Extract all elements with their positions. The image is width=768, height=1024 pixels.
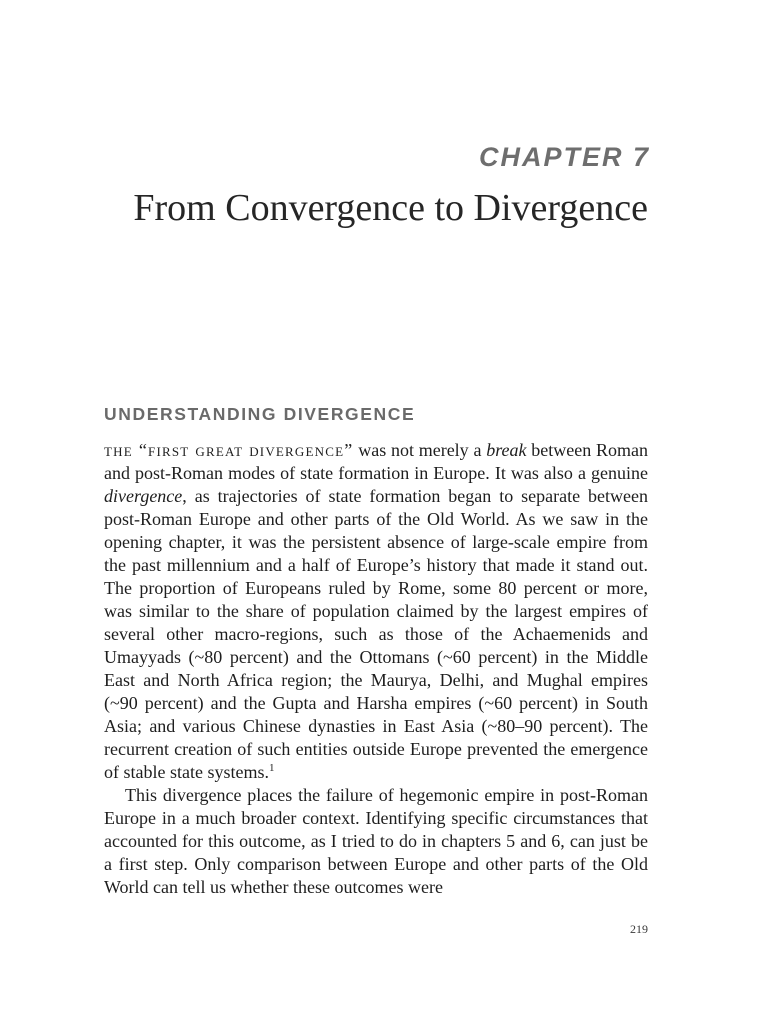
chapter-label: CHAPTER 7 (478, 142, 650, 172)
body-text (104, 439, 648, 899)
paragraph-text: , as trajectories of state formation began to separate between post-Roman Europe and other parts of the Old World. As we saw in the opening chapter, it was the persistent absence of large-scale empire from the past millennium and a half of Europe’s history that made it stand out. The proportion of Europeans ruled by Rome, some 80 percent or more, was similar to the share of population claimed by the largest empires of several other macro-regions, such as those of the Achaemenids and Umayyads (~80 percent) and the Ottomans (~60 percent) in the Middle East and North Africa region; the Maurya, Delhi, and Mughal empires (~90 percent) and the Gupta and Harsha empires (~60 percent) in South Asia; and various Chinese dynasties in East Asia (~80–90 percent). The recurrent creation of such entities outside Europe prevented the emergence of stable state systems. (104, 486, 648, 782)
paragraph-lead-in: the “first great divergence” (104, 440, 354, 460)
emphasis-break: break (486, 440, 527, 460)
emphasis-divergence: divergence (104, 486, 183, 506)
paragraph-1 (104, 439, 648, 784)
page-number: 219 (630, 922, 648, 936)
footnote-marker[interactable]: 1 (268, 762, 275, 774)
paragraph-text: was not merely a (353, 440, 487, 460)
chapter-title: From Convergence to Divergence (133, 187, 648, 229)
paragraph-2: This divergence places the failure of hegemonic empire in post-Roman Europe in a much broader context. Identifying specific circumstances that accounted for this outcome, as I tried to do in chapters 5 and 6, can just be a first step. Only comparison between Europe and other parts of the Old World can tell us whether these outcomes were (104, 785, 648, 897)
section-heading: UNDERSTANDING DIVERGENCE (104, 404, 416, 424)
paragraph-text: between Roman and post-Roman modes of state formation in Europe. It was also a genuine (104, 440, 648, 483)
